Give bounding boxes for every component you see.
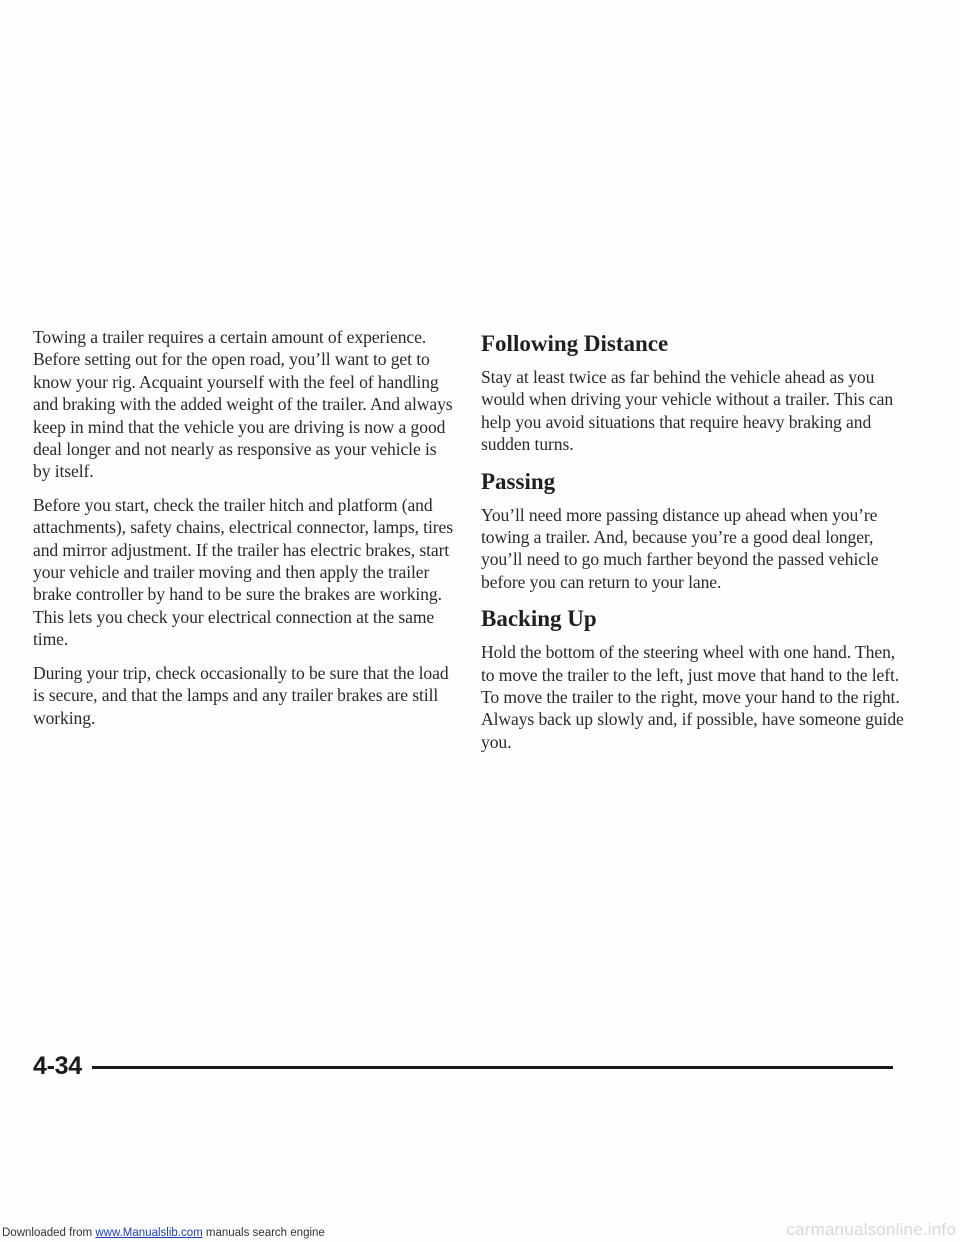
page-number: 4-34 [33, 1051, 82, 1080]
left-column [33, 326, 453, 740]
page-footer [33, 1049, 893, 1083]
footer-rule [92, 1066, 893, 1069]
heading-passing: Passing [481, 468, 556, 494]
paragraph-during-trip: During your trip, check occasionally to be sure that the load is secure, and that the lamps and any trailer brakes are still working. [33, 662, 449, 728]
download-attribution [2, 1227, 325, 1239]
download-bar [0, 1220, 960, 1242]
paragraph-following-distance: Stay at least twice as far behind the vehicle ahead as you would when driving your vehicle without a trailer. This can help you avoid situations that require heavy braking and sudden turns. [481, 367, 894, 455]
paragraph-passing: You’ll need more passing distance up ahead when you’re towing a trailer. And, because you’re a good deal longer, you’ll need to go much farther beyond the passed vehicle before you can return to your lane. [481, 504, 879, 592]
right-column [481, 330, 911, 766]
paragraph-backing-up: Hold the bottom of the steering wheel with one hand. Then, to move the trailer to the left, just move that hand to the left. To move the trailer to the right, move your hand to the right. Always back up slowly and, if possible, have someone guide you. [481, 642, 904, 752]
paragraph-before-you-start: Before you start, check the trailer hitch and platform (and attachments), safety chains, electrical connector, lamps, tires and mirror adjustment. If the trailer has electric brakes, start your vehicle and trailer moving and then apply the trailer brake controller by hand to be sure the brakes are working. This lets you check your electrical connection at the same time. [33, 494, 453, 650]
manualslib-link[interactable]: www.Manualslib.com [95, 1227, 203, 1239]
watermark-text: carmanualsonline.info [786, 1220, 956, 1239]
heading-following-distance: Following Distance [481, 331, 669, 356]
download-prefix: Downloaded from [2, 1227, 96, 1239]
paragraph-towing-experience: Towing a trailer requires a certain amount of experience. Before setting out for the open road, you’ll want to get to know your rig. Acquaint yourself with the feel of handling and braking with the added weight of the trailer. And always keep in mind that the vehicle you are driving is now a good deal longer and not nearly as responsive as your vehicle is by itself. [33, 327, 453, 482]
heading-backing-up: Backing Up [481, 606, 597, 632]
download-suffix: manuals search engine [202, 1227, 325, 1239]
